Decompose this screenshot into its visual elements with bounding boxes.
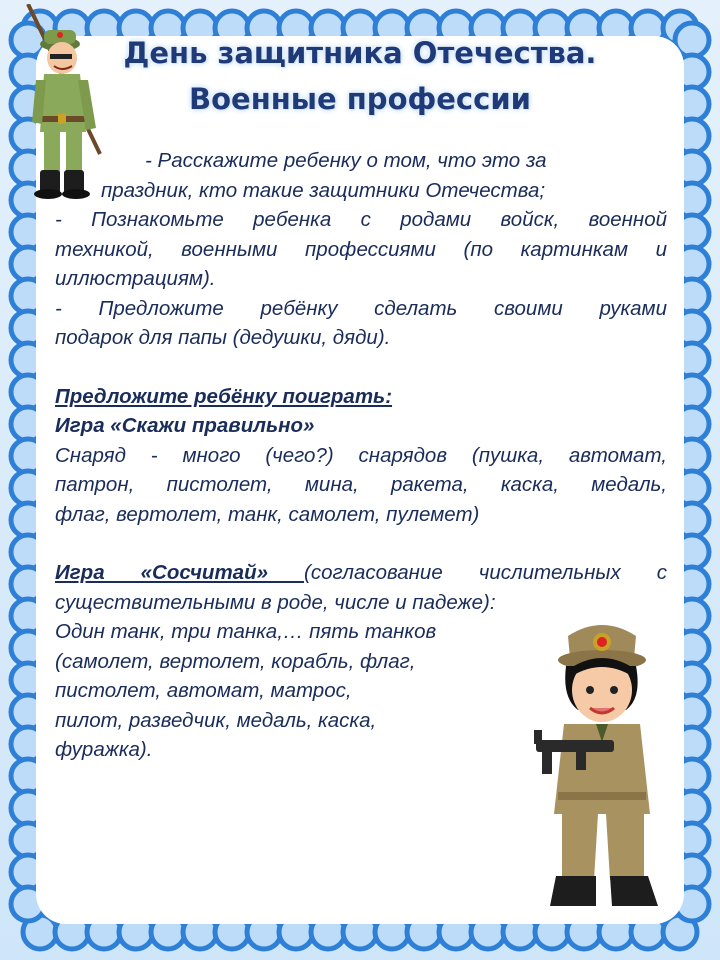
page-title: День защитника Отечества. <box>123 36 597 70</box>
game1-title: Игра «Скажи правильно» <box>55 414 315 437</box>
game2-title-line <box>55 558 667 588</box>
game2-line: пилот, разведчик, медаль, каска, <box>55 708 377 732</box>
paragraph-line: техникой, военными профессиями (по картинкам и <box>55 237 667 261</box>
game2-line: существительными в роде, числе и падеже): <box>55 590 496 614</box>
game2-title: Игра «Сосчитай» <box>55 561 305 584</box>
paragraph-line: - Предложите ребёнку сделать своими руками <box>55 296 667 320</box>
game2-line: Один танк, три танка,… пять танков <box>55 620 437 643</box>
game1-line: патрон, пистолет, мина, ракета, каска, медаль, <box>55 473 667 496</box>
game2-description: (согласование числительных с <box>304 561 668 584</box>
paragraph-line: - Познакомьте ребенка с родами войск, военной <box>55 208 667 231</box>
spacer <box>55 353 667 382</box>
game2-line: пистолет, автомат, матрос, <box>55 679 352 702</box>
page-subtitle: Военные профессии <box>189 82 531 116</box>
paragraph-line: - Расскажите ребенку о том, что это за <box>145 149 547 172</box>
paragraph-line: иллюстрациям). <box>55 267 216 290</box>
spacer <box>55 529 667 558</box>
paragraph-line: подарок для папы (дедушки, дяди). <box>55 326 391 349</box>
play-heading: Предложите ребёнку поиграть: <box>55 384 393 408</box>
game1-line: флаг, вертолет, танк, самолет, пулемет) <box>55 502 480 526</box>
content-body <box>55 146 667 765</box>
game1-line: Снаряд - много (чего?) снарядов (пушка, автомат, <box>55 443 667 467</box>
game2-line: фуражка). <box>55 738 153 761</box>
paragraph-line: праздник, кто такие защитники Отечества; <box>101 178 546 202</box>
game2-line: (самолет, вертолет, корабль, флаг, <box>55 649 416 673</box>
